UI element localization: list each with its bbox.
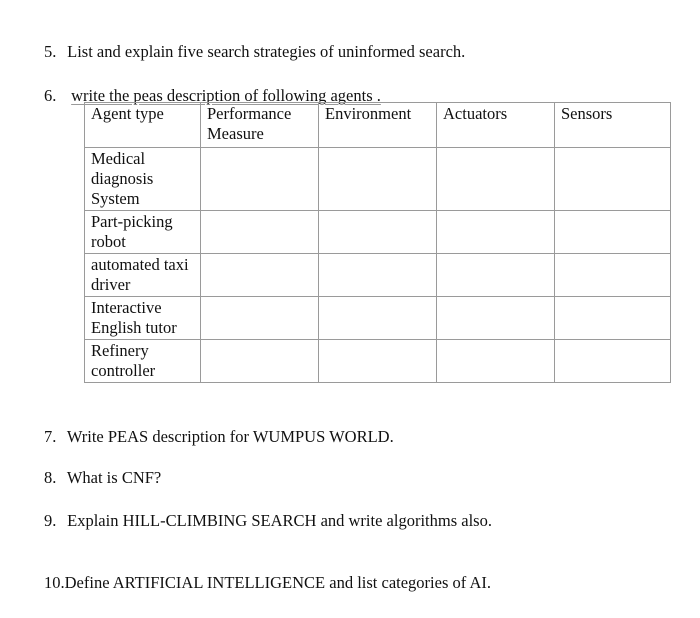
header-performance-measure: Performance Measure [201, 103, 319, 148]
question-number: 10. [44, 573, 65, 592]
table-row [85, 254, 671, 297]
table-header-row [85, 103, 671, 148]
question-10 [44, 573, 491, 593]
agent-cell: Refinery controller [85, 340, 201, 383]
empty-cell [555, 297, 671, 340]
question-9 [44, 511, 492, 531]
question-number: 8. [44, 468, 57, 487]
empty-cell [319, 340, 437, 383]
agent-cell: Part-picking robot [85, 211, 201, 254]
table-row [85, 297, 671, 340]
empty-cell [555, 211, 671, 254]
question-text: write the peas description of following agents . [71, 86, 381, 105]
question-text: Write PEAS description for WUMPUS WORLD. [66, 427, 394, 446]
header-actuators: Actuators [437, 103, 555, 148]
question-7 [44, 427, 394, 447]
question-text: Explain HILL-CLIMBING SEARCH and write algorithms also. [67, 511, 492, 530]
header-environment: Environment [319, 103, 437, 148]
table-row [85, 340, 671, 383]
empty-cell [319, 148, 437, 211]
table-row [85, 148, 671, 211]
empty-cell [437, 148, 555, 211]
empty-cell [437, 297, 555, 340]
empty-cell [319, 211, 437, 254]
empty-cell [437, 254, 555, 297]
peas-table [84, 102, 671, 383]
question-number: 9. [44, 511, 57, 530]
empty-cell [201, 254, 319, 297]
question-text: Define ARTIFICIAL INTELLIGENCE and list categories of AI. [64, 573, 491, 592]
empty-cell [555, 340, 671, 383]
empty-cell [319, 254, 437, 297]
agent-cell: Interactive English tutor [85, 297, 201, 340]
empty-cell [555, 148, 671, 211]
header-sensors: Sensors [555, 103, 671, 148]
empty-cell [201, 297, 319, 340]
empty-cell [437, 340, 555, 383]
agent-cell: Medical diagnosis System [85, 148, 201, 211]
empty-cell [319, 297, 437, 340]
question-5 [44, 42, 465, 62]
empty-cell [555, 254, 671, 297]
empty-cell [201, 211, 319, 254]
empty-cell [437, 211, 555, 254]
question-8 [44, 468, 161, 488]
empty-cell [201, 340, 319, 383]
question-text: List and explain five search strategies of uninformed search. [67, 42, 466, 61]
table-row [85, 211, 671, 254]
question-number: 6. [44, 86, 57, 105]
question-number: 5. [44, 42, 57, 61]
header-agent-type: Agent type [85, 103, 201, 148]
agent-cell: automated taxi driver [85, 254, 201, 297]
empty-cell [201, 148, 319, 211]
question-text: What is CNF? [66, 468, 162, 487]
question-number: 7. [44, 427, 57, 446]
